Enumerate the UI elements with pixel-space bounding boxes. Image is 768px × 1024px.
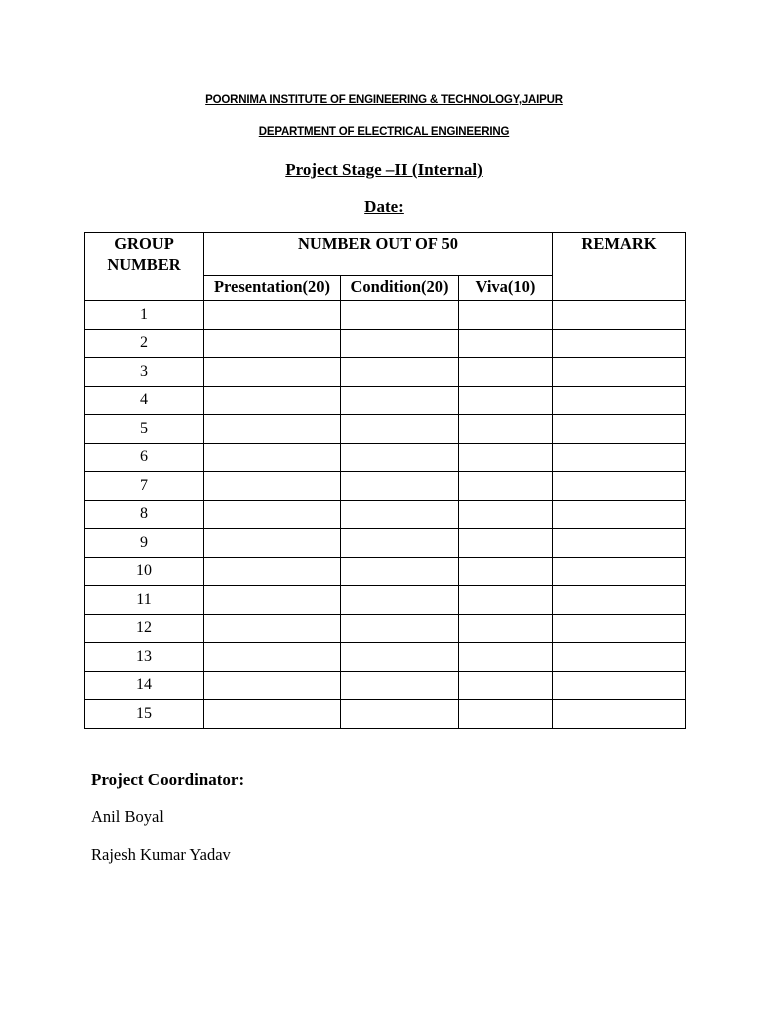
department-name: DEPARTMENT OF ELECTRICAL ENGINEERING — [258, 126, 510, 138]
viva-cell — [459, 700, 553, 729]
remark-cell — [553, 415, 686, 444]
condition-cell — [341, 358, 459, 387]
header-number-out-of-50: NUMBER OUT OF 50 — [204, 233, 553, 276]
group-number-cell: 4 — [85, 386, 204, 415]
remark-cell — [553, 643, 686, 672]
presentation-cell — [204, 415, 341, 444]
coordinator-label: Project Coordinator: — [91, 770, 245, 789]
header-remark: REMARK — [553, 233, 686, 301]
remark-cell — [553, 529, 686, 558]
viva-cell — [459, 301, 553, 330]
table-row — [85, 586, 686, 615]
header-presentation: Presentation(20) — [204, 276, 341, 301]
group-number-cell: 15 — [85, 700, 204, 729]
presentation-cell — [204, 443, 341, 472]
condition-cell — [341, 500, 459, 529]
viva-cell — [459, 614, 553, 643]
presentation-cell — [204, 671, 341, 700]
coordinator-name: Rajesh Kumar Yadav — [91, 845, 231, 864]
viva-cell — [459, 529, 553, 558]
table-row — [85, 557, 686, 586]
remark-cell — [553, 614, 686, 643]
table-row — [85, 472, 686, 501]
remark-cell — [553, 472, 686, 501]
group-number-cell: 12 — [85, 614, 204, 643]
group-number-cell: 8 — [85, 500, 204, 529]
condition-cell — [341, 643, 459, 672]
table-row — [85, 500, 686, 529]
condition-cell — [341, 415, 459, 444]
condition-cell — [341, 329, 459, 358]
coordinator-name: Anil Boyal — [91, 807, 164, 826]
condition-cell — [341, 472, 459, 501]
table-row — [85, 415, 686, 444]
table-row — [85, 358, 686, 387]
condition-cell — [341, 386, 459, 415]
group-number-cell: 11 — [85, 586, 204, 615]
remark-cell — [553, 500, 686, 529]
marks-table — [84, 232, 686, 729]
presentation-cell — [204, 586, 341, 615]
table-row — [85, 329, 686, 358]
condition-cell — [341, 301, 459, 330]
table-row — [85, 529, 686, 558]
group-number-cell: 13 — [85, 643, 204, 672]
table-row — [85, 700, 686, 729]
remark-cell — [553, 700, 686, 729]
viva-cell — [459, 358, 553, 387]
viva-cell — [459, 586, 553, 615]
remark-cell — [553, 557, 686, 586]
remark-cell — [553, 671, 686, 700]
group-number-cell: 2 — [85, 329, 204, 358]
presentation-cell — [204, 529, 341, 558]
table-row — [85, 671, 686, 700]
presentation-cell — [204, 386, 341, 415]
group-number-cell: 1 — [85, 301, 204, 330]
condition-cell — [341, 700, 459, 729]
remark-cell — [553, 329, 686, 358]
group-number-cell: 5 — [85, 415, 204, 444]
viva-cell — [459, 415, 553, 444]
viva-cell — [459, 557, 553, 586]
presentation-cell — [204, 500, 341, 529]
presentation-cell — [204, 358, 341, 387]
viva-cell — [459, 443, 553, 472]
group-number-cell: 7 — [85, 472, 204, 501]
presentation-cell — [204, 700, 341, 729]
presentation-cell — [204, 614, 341, 643]
presentation-cell — [204, 472, 341, 501]
header-condition: Condition(20) — [341, 276, 459, 301]
group-number-cell: 3 — [85, 358, 204, 387]
presentation-cell — [204, 643, 341, 672]
table-row — [85, 301, 686, 330]
condition-cell — [341, 443, 459, 472]
stage-title: Project Stage –II (Internal) — [285, 160, 483, 179]
remark-cell — [553, 586, 686, 615]
date-label: Date: — [364, 197, 404, 216]
condition-cell — [341, 586, 459, 615]
presentation-cell — [204, 329, 341, 358]
viva-cell — [459, 386, 553, 415]
table-row — [85, 386, 686, 415]
group-number-cell: 9 — [85, 529, 204, 558]
remark-cell — [553, 443, 686, 472]
viva-cell — [459, 671, 553, 700]
header-viva: Viva(10) — [459, 276, 553, 301]
presentation-cell — [204, 301, 341, 330]
group-number-cell: 10 — [85, 557, 204, 586]
group-number-cell: 14 — [85, 671, 204, 700]
viva-cell — [459, 643, 553, 672]
header-group-number: GROUP NUMBER — [85, 233, 204, 301]
viva-cell — [459, 472, 553, 501]
table-row — [85, 614, 686, 643]
remark-cell — [553, 301, 686, 330]
remark-cell — [553, 386, 686, 415]
condition-cell — [341, 614, 459, 643]
table-body — [85, 301, 686, 729]
condition-cell — [341, 671, 459, 700]
viva-cell — [459, 500, 553, 529]
condition-cell — [341, 557, 459, 586]
table-row — [85, 443, 686, 472]
group-number-cell: 6 — [85, 443, 204, 472]
table-row — [85, 643, 686, 672]
institute-name: POORNIMA INSTITUTE OF ENGINEERING & TECHNOLOGY,JAIPUR — [205, 94, 563, 106]
viva-cell — [459, 329, 553, 358]
remark-cell — [553, 358, 686, 387]
condition-cell — [341, 529, 459, 558]
presentation-cell — [204, 557, 341, 586]
